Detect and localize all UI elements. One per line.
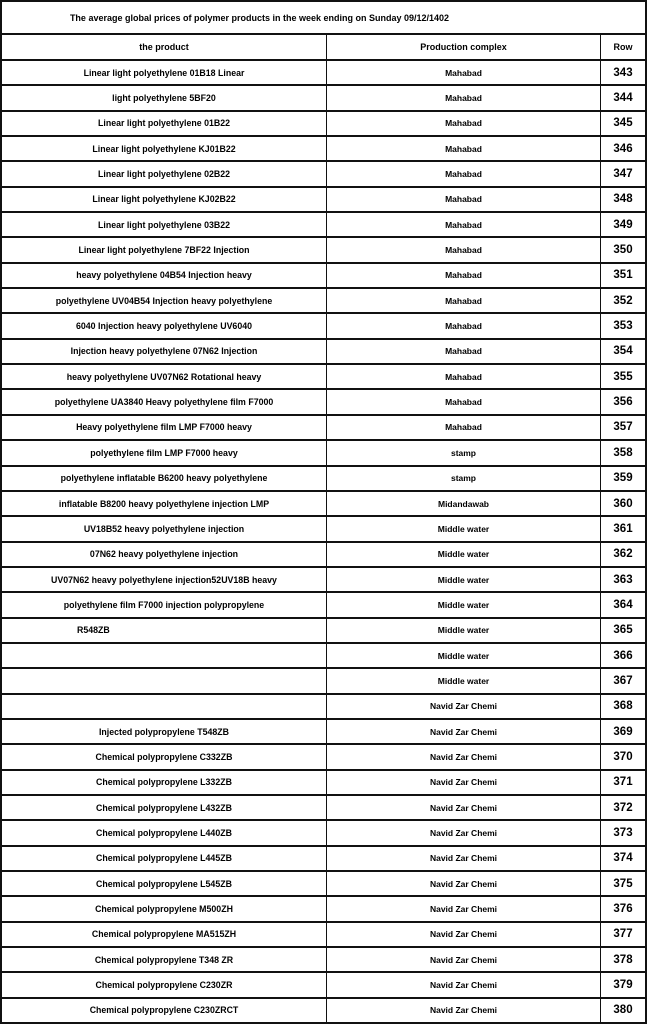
production-complex-cell: Mahabad [327, 365, 601, 388]
product-cell: UV18B52 heavy polyethylene injection [2, 517, 327, 540]
header-row-number: Row [613, 42, 633, 52]
row-number-cell: 346 [613, 142, 633, 155]
table-row [2, 619, 645, 644]
header-product: the product [2, 35, 327, 59]
product-cell: Linear light polyethylene 03B22 [2, 213, 327, 236]
product-cell [2, 695, 327, 718]
table-row [2, 999, 645, 1022]
product-cell: Chemical polypropylene L432ZB [2, 796, 327, 819]
product-cell: Linear light polyethylene 7BF22 Injection [2, 238, 327, 261]
product-cell: polyethylene UV04B54 Injection heavy polyethylene [2, 289, 327, 312]
production-complex-cell: Navid Zar Chemi [327, 745, 601, 768]
table-row [2, 593, 645, 618]
table-row [2, 86, 645, 111]
table-row [2, 467, 645, 492]
product-cell: Injected polypropylene T548ZB [2, 720, 327, 743]
product-cell: polyethylene film F7000 injection polypropylene [2, 593, 327, 616]
row-number-cell: 365 [613, 624, 633, 637]
product-cell: Linear light polyethylene 01B18 Linear [2, 61, 327, 84]
production-complex-cell: Middle water [327, 644, 601, 667]
table-row [2, 745, 645, 770]
production-complex-cell: Navid Zar Chemi [327, 796, 601, 819]
row-number-cell: 348 [613, 193, 633, 206]
table-row [2, 695, 645, 720]
product-cell: UV07N62 heavy polyethylene injection52UV18B heavy [2, 568, 327, 591]
page-title: The average global prices of polymer products in the week ending on Sunday 09/12/1402 [69, 12, 450, 23]
product-cell: inflatable B8200 heavy polyethylene injection LMP [2, 492, 327, 515]
production-complex-cell: stamp [327, 441, 601, 464]
product-cell: Chemical polypropylene T348 ZR [2, 948, 327, 971]
product-cell: heavy polyethylene 04B54 Injection heavy [2, 264, 327, 287]
product-cell: R548ZB [2, 619, 327, 642]
table-row [2, 923, 645, 948]
table-row [2, 847, 645, 872]
product-cell: Chemical polypropylene L445ZB [2, 847, 327, 870]
product-cell: Chemical polypropylene MA515ZH [2, 923, 327, 946]
production-complex-cell: Middle water [327, 543, 601, 566]
table-row [2, 517, 645, 542]
table-row [2, 644, 645, 669]
production-complex-cell: Mahabad [327, 162, 601, 185]
table-row [2, 314, 645, 339]
row-number-cell: 358 [613, 446, 633, 459]
row-number-cell: 377 [613, 928, 633, 941]
product-cell: Linear light polyethylene 02B22 [2, 162, 327, 185]
production-complex-cell: Middle water [327, 669, 601, 692]
title-row [2, 2, 645, 35]
table-row [2, 213, 645, 238]
row-number-cell: 370 [613, 750, 633, 763]
table-row [2, 492, 645, 517]
product-cell: Chemical polypropylene C230ZR [2, 973, 327, 996]
table-row [2, 796, 645, 821]
production-complex-cell: Navid Zar Chemi [327, 695, 601, 718]
product-cell: Chemical polypropylene L440ZB [2, 821, 327, 844]
row-number-cell: 357 [613, 421, 633, 434]
table-row [2, 137, 645, 162]
production-complex-cell: Mahabad [327, 289, 601, 312]
row-number-cell: 371 [613, 776, 633, 789]
table-row [2, 390, 645, 415]
table-row [2, 112, 645, 137]
product-cell: polyethylene UA3840 Heavy polyethylene film F7000 [2, 390, 327, 413]
production-complex-cell: Navid Zar Chemi [327, 872, 601, 895]
product-cell: Heavy polyethylene film LMP F7000 heavy [2, 416, 327, 439]
production-complex-cell: Mahabad [327, 86, 601, 109]
table-row [2, 238, 645, 263]
row-number-cell: 379 [613, 979, 633, 992]
row-number-cell: 355 [613, 370, 633, 383]
product-cell: Chemical polypropylene M500ZH [2, 897, 327, 920]
production-complex-cell: Navid Zar Chemi [327, 948, 601, 971]
production-complex-cell: Navid Zar Chemi [327, 923, 601, 946]
production-complex-cell: Mahabad [327, 416, 601, 439]
production-complex-cell: Navid Zar Chemi [327, 897, 601, 920]
table-row [2, 720, 645, 745]
production-complex-cell: Navid Zar Chemi [327, 771, 601, 794]
row-number-cell: 356 [613, 396, 633, 409]
production-complex-cell: Mahabad [327, 61, 601, 84]
row-number-cell: 368 [613, 700, 633, 713]
row-number-cell: 369 [613, 725, 633, 738]
row-number-cell: 345 [613, 117, 633, 130]
row-number-cell: 343 [613, 66, 633, 79]
product-cell [2, 644, 327, 667]
table-row [2, 416, 645, 441]
product-cell: heavy polyethylene UV07N62 Rotational heavy [2, 365, 327, 388]
table-row [2, 948, 645, 973]
product-cell: Injection heavy polyethylene 07N62 Injection [2, 340, 327, 363]
production-complex-cell: stamp [327, 467, 601, 490]
table-row [2, 771, 645, 796]
product-cell: polyethylene film LMP F7000 heavy [2, 441, 327, 464]
table-header-row [2, 35, 645, 61]
table-row [2, 340, 645, 365]
row-number-cell: 352 [613, 294, 633, 307]
row-number-cell: 349 [613, 218, 633, 231]
row-number-cell: 366 [613, 649, 633, 662]
table-row [2, 61, 645, 86]
row-number-cell: 353 [613, 320, 633, 333]
production-complex-cell: Middle water [327, 568, 601, 591]
product-cell [2, 669, 327, 692]
production-complex-cell: Navid Zar Chemi [327, 973, 601, 996]
production-complex-cell: Midandawab [327, 492, 601, 515]
table-row [2, 568, 645, 593]
production-complex-cell: Mahabad [327, 188, 601, 211]
production-complex-cell: Navid Zar Chemi [327, 847, 601, 870]
row-number-cell: 360 [613, 497, 633, 510]
row-number-cell: 376 [613, 903, 633, 916]
table-row [2, 872, 645, 897]
header-production-complex: Production complex [327, 35, 601, 59]
row-number-cell: 363 [613, 573, 633, 586]
table-row [2, 188, 645, 213]
product-cell: Chemical polypropylene L545ZB [2, 872, 327, 895]
production-complex-cell: Navid Zar Chemi [327, 720, 601, 743]
table-row [2, 365, 645, 390]
production-complex-cell: Mahabad [327, 390, 601, 413]
table-row [2, 669, 645, 694]
row-number-cell: 378 [613, 953, 633, 966]
production-complex-cell: Navid Zar Chemi [327, 821, 601, 844]
row-number-cell: 361 [613, 522, 633, 535]
product-cell: Linear light polyethylene KJ02B22 [2, 188, 327, 211]
production-complex-cell: Middle water [327, 619, 601, 642]
production-complex-cell: Navid Zar Chemi [327, 999, 601, 1022]
row-number-cell: 354 [613, 345, 633, 358]
row-number-cell: 372 [613, 801, 633, 814]
product-cell: 6040 Injection heavy polyethylene UV6040 [2, 314, 327, 337]
table-row [2, 289, 645, 314]
row-number-cell: 344 [613, 92, 633, 105]
production-complex-cell: Mahabad [327, 314, 601, 337]
production-complex-cell: Mahabad [327, 213, 601, 236]
product-cell: Linear light polyethylene 01B22 [2, 112, 327, 135]
production-complex-cell: Mahabad [327, 238, 601, 261]
row-number-cell: 367 [613, 674, 633, 687]
production-complex-cell: Mahabad [327, 112, 601, 135]
production-complex-cell: Middle water [327, 517, 601, 540]
production-complex-cell: Mahabad [327, 137, 601, 160]
product-cell: Chemical polypropylene C230ZRCT [2, 999, 327, 1022]
table-body [2, 61, 645, 1022]
row-number-cell: 350 [613, 244, 633, 257]
row-number-cell: 362 [613, 548, 633, 561]
table-row [2, 441, 645, 466]
production-complex-cell: Mahabad [327, 340, 601, 363]
product-cell: polyethylene inflatable B6200 heavy polyethylene [2, 467, 327, 490]
production-complex-cell: Mahabad [327, 264, 601, 287]
table-row [2, 543, 645, 568]
table-row [2, 821, 645, 846]
product-cell: Chemical polypropylene C332ZB [2, 745, 327, 768]
table-row [2, 973, 645, 998]
product-cell: Chemical polypropylene L332ZB [2, 771, 327, 794]
row-number-cell: 364 [613, 598, 633, 611]
row-number-cell: 359 [613, 472, 633, 485]
row-number-cell: 373 [613, 826, 633, 839]
table-row [2, 897, 645, 922]
table-row [2, 264, 645, 289]
product-cell: Linear light polyethylene KJ01B22 [2, 137, 327, 160]
row-number-cell: 351 [613, 269, 633, 282]
product-cell: 07N62 heavy polyethylene injection [2, 543, 327, 566]
production-complex-cell: Middle water [327, 593, 601, 616]
row-number-cell: 347 [613, 168, 633, 181]
table-row [2, 162, 645, 187]
row-number-cell: 374 [613, 852, 633, 865]
row-number-cell: 380 [613, 1004, 633, 1017]
product-cell: light polyethylene 5BF20 [2, 86, 327, 109]
row-number-cell: 375 [613, 877, 633, 890]
